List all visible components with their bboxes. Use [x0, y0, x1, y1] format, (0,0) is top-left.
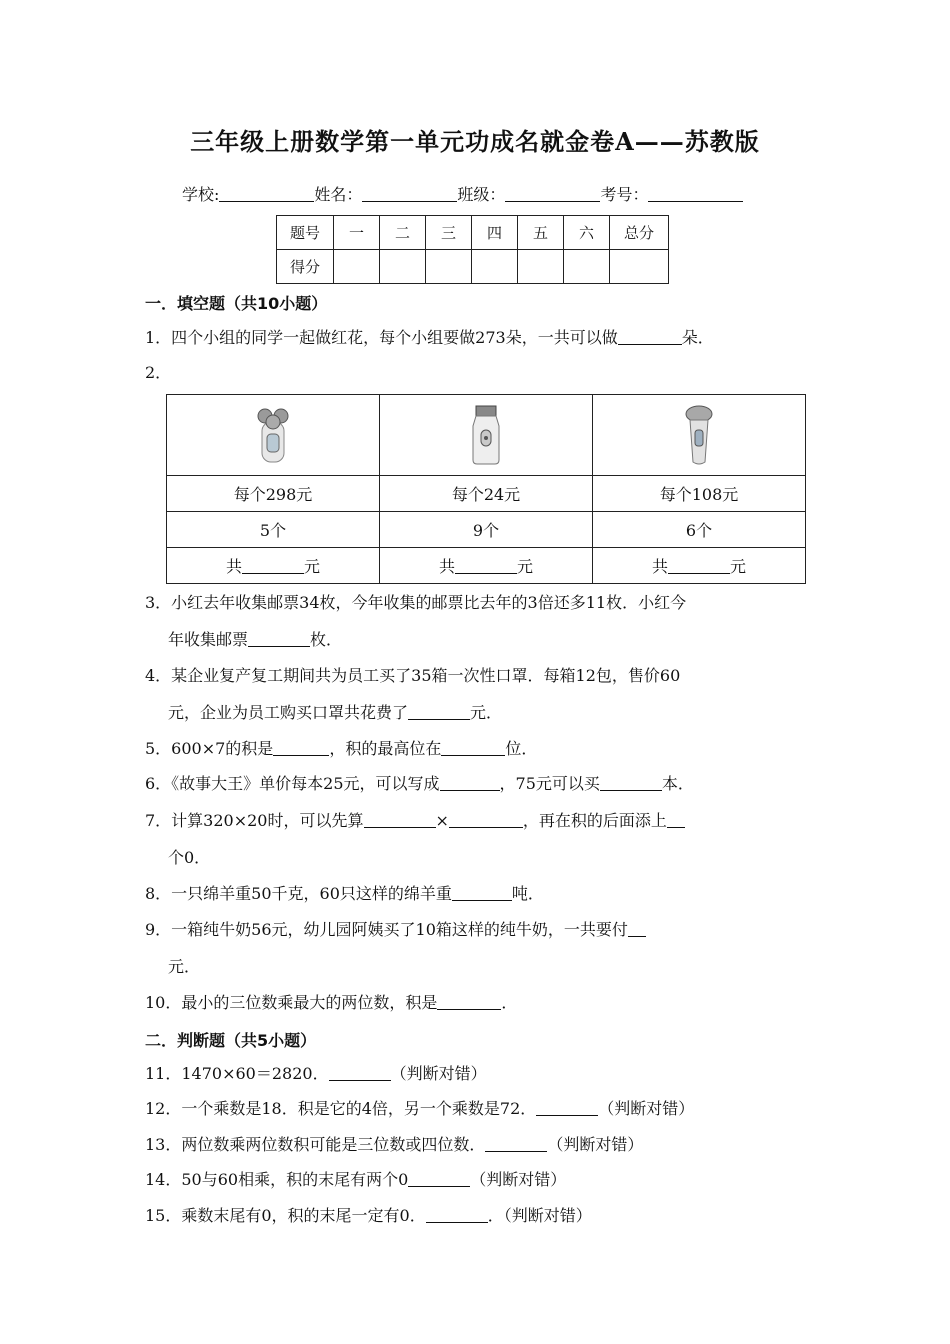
school-label: 学校: — [182, 185, 220, 204]
question-8-end: 吨． — [511, 884, 544, 903]
score-value-row — [277, 250, 669, 284]
answer-blank[interactable] — [408, 705, 470, 720]
product-qty: 9个 — [380, 512, 593, 548]
answer-blank[interactable] — [426, 1208, 488, 1223]
question-1-end: 朵． — [681, 328, 714, 347]
answer-blank[interactable] — [600, 776, 662, 791]
answer-blank[interactable] — [452, 886, 512, 901]
question-7-mid: ，再在积的后面添上 — [522, 811, 667, 830]
judge-label: （判断对错） — [547, 1135, 644, 1154]
product-price: 每个24元 — [380, 476, 593, 512]
question-9-cont: 元． — [168, 957, 201, 976]
school-blank[interactable] — [219, 187, 314, 202]
question-11-text: 11．1470×60＝2820． — [145, 1064, 329, 1083]
answer-blank[interactable] — [440, 776, 500, 791]
question-4-end: 元． — [470, 703, 503, 722]
answer-blank[interactable] — [437, 995, 501, 1010]
answer-blank[interactable] — [242, 559, 304, 574]
question-9 — [145, 920, 646, 940]
trimmer-shaver-icon — [469, 404, 503, 466]
question-9-text: 9．一箱纯牛奶56元，幼儿园阿姨买了10箱这样的纯牛奶，一共要付 — [145, 920, 628, 939]
name-label: 姓名： — [314, 185, 363, 204]
question-1-text: 1．四个小组的同学一起做红花，每个小组要做273朵，一共可以做 — [145, 328, 618, 347]
score-header-cell: 四 — [472, 216, 518, 250]
score-input-cell[interactable] — [380, 250, 426, 284]
question-14 — [145, 1170, 566, 1190]
product-qty: 5个 — [167, 512, 380, 548]
score-table — [276, 215, 669, 284]
question-7-text: 7．计算320×20时，可以先算 — [145, 811, 364, 830]
question-6-mid: ，75元可以买 — [499, 774, 600, 793]
student-info-line — [182, 182, 743, 205]
question-5-mid: ，积的最高位在 — [329, 739, 442, 758]
question-12 — [145, 1099, 694, 1119]
question-4-text: 元，企业为员工购买口罩共花费了 — [168, 703, 409, 722]
total-prefix: 共 — [225, 557, 242, 576]
answer-blank[interactable] — [364, 813, 436, 828]
judge-label: （判断对错） — [503, 1206, 592, 1225]
page-title: 三年级上册数学第一单元功成名就金卷A——苏教版 — [190, 127, 760, 156]
section-2-heading: 二．判断题（共5小题） — [145, 1031, 317, 1050]
product-qty-row — [167, 512, 806, 548]
product-image-row — [167, 395, 806, 476]
question-6-end: 本． — [661, 774, 694, 793]
question-8 — [145, 884, 544, 904]
score-header-cell: 三 — [426, 216, 472, 250]
question-15-text: 15．乘数末尾有0，积的末尾一定有0． — [145, 1206, 426, 1225]
answer-blank[interactable] — [449, 813, 523, 828]
answer-blank[interactable] — [536, 1101, 598, 1116]
score-input-cell[interactable] — [426, 250, 472, 284]
question-10-end: ． — [501, 993, 518, 1012]
product-price: 每个298元 — [167, 476, 380, 512]
question-2: 2． — [145, 363, 172, 382]
answer-blank[interactable] — [485, 1137, 547, 1152]
answer-blank[interactable] — [329, 1066, 391, 1081]
score-header-cell: 二 — [380, 216, 426, 250]
question-3-text: 年收集邮票 — [168, 630, 249, 649]
answer-blank[interactable] — [628, 922, 646, 937]
total-suffix: 元 — [517, 557, 534, 576]
question-7-times: × — [435, 811, 449, 830]
question-5 — [145, 739, 537, 759]
question-14-text: 14．50与60相乘，积的末尾有两个0 — [145, 1170, 409, 1189]
question-10 — [145, 993, 517, 1013]
answer-blank[interactable] — [668, 559, 730, 574]
score-input-cell[interactable] — [334, 250, 380, 284]
question-1 — [145, 328, 714, 348]
score-header-cell: 总分 — [610, 216, 669, 250]
product-total — [167, 548, 380, 584]
section-1-heading: 一．填空题（共10小题） — [145, 294, 328, 313]
total-prefix: 共 — [651, 557, 668, 576]
name-blank[interactable] — [362, 187, 457, 202]
question-15-dot: ． — [487, 1206, 504, 1225]
question-3: 3．小红去年收集邮票34枚，今年收集的邮票比去年的3倍还多11枚．小红今 — [145, 593, 687, 612]
product-image-cell — [380, 395, 593, 476]
judge-label: （判断对错） — [390, 1064, 487, 1083]
answer-blank[interactable] — [618, 330, 682, 345]
score-input-cell[interactable] — [472, 250, 518, 284]
score-input-cell[interactable] — [518, 250, 564, 284]
question-10-text: 10．最小的三位数乘最大的两位数，积是 — [145, 993, 438, 1012]
question-12-text: 12．一个乘数是18．积是它的4倍，另一个乘数是72． — [145, 1099, 537, 1118]
product-image-cell — [167, 395, 380, 476]
score-input-cell[interactable] — [610, 250, 669, 284]
answer-blank[interactable] — [408, 1172, 470, 1187]
class-label: 班级： — [457, 185, 506, 204]
question-13-text: 13．两位数乘两位数积可能是三位数或四位数． — [145, 1135, 486, 1154]
score-header-cell: 一 — [334, 216, 380, 250]
question-4-cont — [168, 703, 502, 723]
answer-blank[interactable] — [667, 813, 685, 828]
question-3-cont — [168, 630, 342, 650]
score-header-cell: 六 — [564, 216, 610, 250]
answer-blank[interactable] — [441, 741, 505, 756]
class-blank[interactable] — [505, 187, 600, 202]
product-image-cell — [593, 395, 806, 476]
question-6 — [145, 774, 694, 794]
answer-blank[interactable] — [248, 632, 310, 647]
exam-no-label: 考号： — [600, 185, 649, 204]
question-15 — [145, 1206, 592, 1226]
total-suffix: 元 — [304, 557, 321, 576]
product-price: 每个108元 — [593, 476, 806, 512]
triple-head-shaver-icon — [253, 406, 293, 464]
product-table — [166, 394, 806, 584]
score-header-row — [277, 216, 669, 250]
total-suffix: 元 — [730, 557, 747, 576]
answer-blank[interactable] — [455, 559, 517, 574]
question-3-end: 枚． — [310, 630, 343, 649]
question-13 — [145, 1135, 643, 1155]
product-qty: 6个 — [593, 512, 806, 548]
question-7 — [145, 811, 685, 831]
answer-blank[interactable] — [273, 741, 329, 756]
product-total — [380, 548, 593, 584]
exam-no-blank[interactable] — [648, 187, 743, 202]
question-7-cont: 个0． — [168, 848, 211, 867]
question-11 — [145, 1064, 487, 1084]
question-4: 4．某企业复产复工期间共为员工买了35箱一次性口罩．每箱12包，售价60 — [145, 666, 681, 685]
score-row-label: 得分 — [277, 250, 334, 284]
score-header-cell: 题号 — [277, 216, 334, 250]
score-input-cell[interactable] — [564, 250, 610, 284]
score-header-cell: 五 — [518, 216, 564, 250]
product-price-row — [167, 476, 806, 512]
question-6-text: 6．《故事大王》单价每本25元，可以写成 — [145, 774, 440, 793]
total-prefix: 共 — [438, 557, 455, 576]
judge-label: （判断对错） — [470, 1170, 567, 1189]
rotary-shaver-icon — [682, 404, 716, 466]
product-total — [593, 548, 806, 584]
judge-label: （判断对错） — [598, 1099, 695, 1118]
question-5-text: 5．600×7的积是 — [145, 739, 274, 758]
question-5-end: 位． — [505, 739, 538, 758]
question-8-text: 8．一只绵羊重50千克，60只这样的绵羊重 — [145, 884, 452, 903]
product-total-row — [167, 548, 806, 584]
